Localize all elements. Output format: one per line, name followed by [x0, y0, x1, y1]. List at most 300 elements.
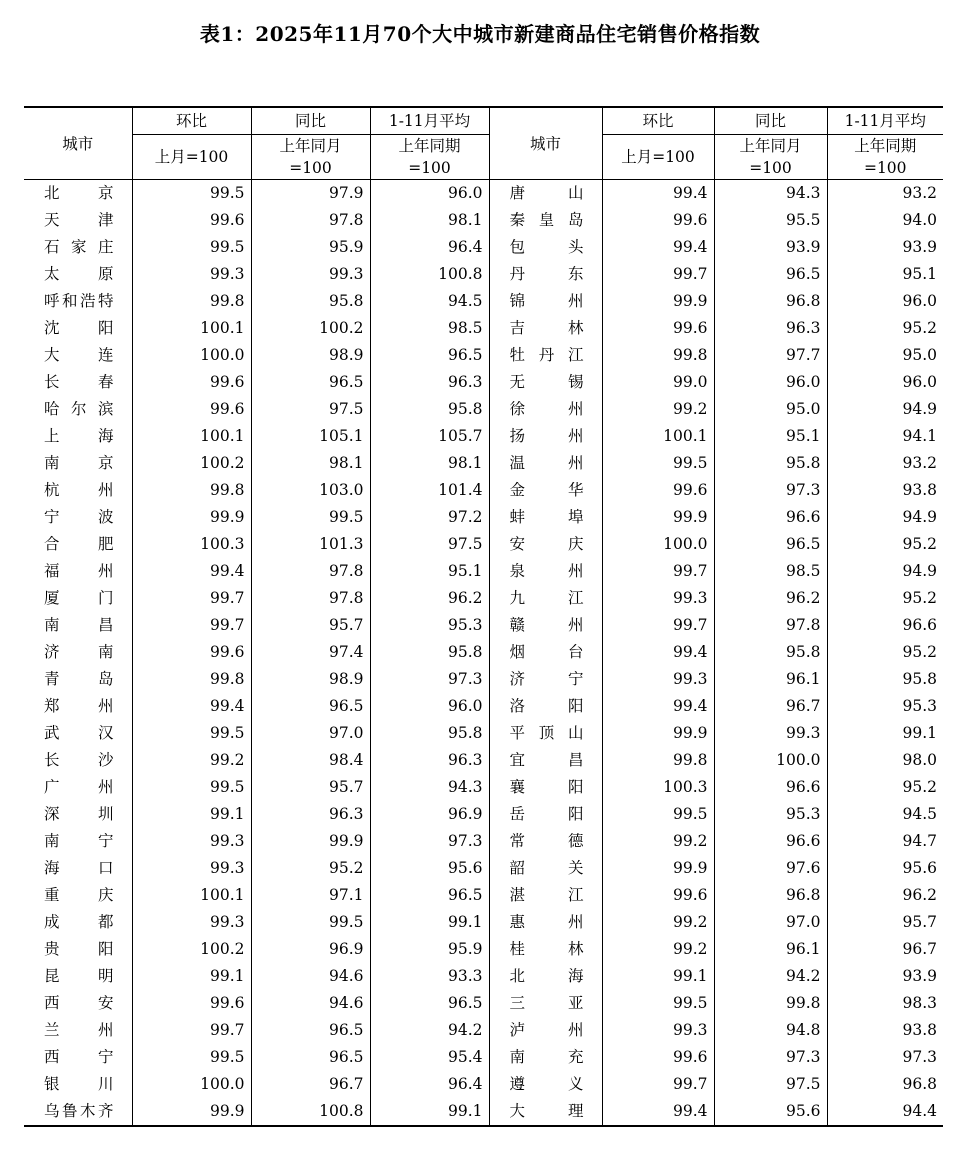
table-row	[24, 531, 943, 558]
yoy-cell: 96.5	[251, 1017, 370, 1044]
avg-cell: 96.4	[370, 1071, 489, 1098]
yoy-cell: 95.5	[714, 207, 827, 234]
avg-cell: 94.5	[827, 801, 943, 828]
avg-base-line1: 上年同期	[854, 137, 917, 155]
table-row	[24, 558, 943, 585]
yoy-cell: 95.6	[714, 1098, 827, 1126]
city-cell: 成都	[44, 913, 114, 931]
avg-cell: 93.8	[827, 477, 943, 504]
yoy-cell: 96.0	[714, 369, 827, 396]
avg-cell: 95.3	[827, 693, 943, 720]
avg-cell: 95.3	[370, 612, 489, 639]
mom-cell: 100.0	[602, 531, 714, 558]
mom-cell: 99.7	[132, 1017, 251, 1044]
yoy-base-line2: =100	[289, 159, 332, 177]
avg-group-header: 1-11月平均	[827, 107, 943, 135]
avg-cell: 96.8	[827, 1071, 943, 1098]
avg-cell: 98.1	[370, 207, 489, 234]
yoy-cell: 97.0	[251, 720, 370, 747]
yoy-base-line1: 上年同月	[279, 137, 342, 155]
avg-cell: 93.8	[827, 1017, 943, 1044]
yoy-cell: 100.0	[714, 747, 827, 774]
avg-cell: 95.0	[827, 342, 943, 369]
mom-cell: 99.6	[132, 639, 251, 666]
mom-cell: 99.6	[602, 1044, 714, 1071]
city-cell: 锦州	[489, 288, 602, 315]
mom-cell: 99.3	[602, 1017, 714, 1044]
mom-cell: 99.7	[602, 1071, 714, 1098]
city-cell: 海口	[44, 859, 114, 877]
city-cell: 青岛	[44, 670, 114, 688]
yoy-cell: 99.5	[251, 504, 370, 531]
yoy-cell: 103.0	[251, 477, 370, 504]
avg-cell: 96.0	[370, 693, 489, 720]
avg-cell: 95.7	[827, 909, 943, 936]
table-row	[24, 369, 943, 396]
city-cell: 金华	[489, 477, 602, 504]
avg-cell: 99.1	[827, 720, 943, 747]
mom-cell: 99.6	[132, 207, 251, 234]
table-row	[24, 693, 943, 720]
mom-cell: 99.4	[602, 180, 714, 208]
avg-base-line1: 上年同期	[398, 137, 461, 155]
yoy-cell: 101.3	[251, 531, 370, 558]
avg-cell: 99.1	[370, 909, 489, 936]
avg-cell: 96.5	[370, 342, 489, 369]
city-cell: 秦皇岛	[489, 207, 602, 234]
avg-cell: 95.2	[827, 774, 943, 801]
yoy-cell: 99.9	[251, 828, 370, 855]
city-cell: 唐山	[489, 180, 602, 208]
mom-cell: 99.5	[602, 450, 714, 477]
mom-cell: 99.9	[602, 504, 714, 531]
yoy-cell: 99.5	[251, 909, 370, 936]
price-index-table	[24, 106, 943, 1127]
mom-cell: 99.8	[132, 477, 251, 504]
mom-cell: 99.4	[132, 558, 251, 585]
table-row	[24, 450, 943, 477]
avg-cell: 93.9	[827, 963, 943, 990]
mom-base-header: 上月=100	[132, 135, 251, 180]
yoy-cell: 99.8	[714, 990, 827, 1017]
city-cell: 包头	[489, 234, 602, 261]
mom-cell: 99.6	[602, 477, 714, 504]
yoy-cell: 97.9	[251, 180, 370, 208]
avg-cell: 96.3	[370, 747, 489, 774]
city-cell: 安庆	[489, 531, 602, 558]
city-cell: 扬州	[489, 423, 602, 450]
city-cell: 徐州	[489, 396, 602, 423]
city-cell: 郑州	[44, 697, 114, 715]
table-row	[24, 477, 943, 504]
avg-cell: 96.0	[827, 369, 943, 396]
city-cell: 济宁	[489, 666, 602, 693]
avg-cell: 100.8	[370, 261, 489, 288]
yoy-cell: 96.6	[714, 504, 827, 531]
city-cell: 吉林	[489, 315, 602, 342]
avg-cell: 94.4	[827, 1098, 943, 1126]
avg-cell: 94.3	[370, 774, 489, 801]
city-cell: 牡丹江	[489, 342, 602, 369]
table-row	[24, 936, 943, 963]
table-row	[24, 261, 943, 288]
mom-cell: 99.4	[132, 693, 251, 720]
city-cell: 沈阳	[44, 319, 114, 337]
mom-cell: 100.2	[132, 936, 251, 963]
yoy-cell: 98.1	[251, 450, 370, 477]
yoy-cell: 95.9	[251, 234, 370, 261]
yoy-cell: 96.5	[714, 261, 827, 288]
yoy-cell: 96.5	[251, 693, 370, 720]
yoy-cell: 97.3	[714, 1044, 827, 1071]
table-title: 表1：2025年11月70个大中城市新建商品住宅销售价格指数	[199, 22, 761, 46]
avg-base-line2: =100	[408, 159, 451, 177]
yoy-cell: 97.8	[251, 585, 370, 612]
mom-cell: 99.2	[602, 828, 714, 855]
yoy-cell: 96.8	[714, 882, 827, 909]
mom-cell: 99.6	[132, 990, 251, 1017]
mom-cell: 99.8	[602, 342, 714, 369]
mom-cell: 99.5	[132, 234, 251, 261]
avg-cell: 95.2	[827, 585, 943, 612]
city-cell: 上海	[44, 427, 114, 445]
mom-cell: 99.9	[132, 1098, 251, 1126]
city-cell: 泸州	[489, 1017, 602, 1044]
avg-cell: 105.7	[370, 423, 489, 450]
city-cell: 南京	[44, 454, 114, 472]
avg-cell: 97.3	[370, 666, 489, 693]
city-cell: 贵阳	[44, 940, 114, 958]
city-cell: 襄阳	[489, 774, 602, 801]
yoy-cell: 96.8	[714, 288, 827, 315]
city-cell: 宁波	[44, 508, 114, 526]
city-cell: 三亚	[489, 990, 602, 1017]
yoy-cell: 97.0	[714, 909, 827, 936]
yoy-cell: 95.2	[251, 855, 370, 882]
mom-cell: 99.1	[132, 963, 251, 990]
avg-cell: 96.6	[827, 612, 943, 639]
yoy-base-line1: 上年同月	[739, 137, 802, 155]
city-cell: 北京	[44, 184, 114, 202]
city-cell: 蚌埠	[489, 504, 602, 531]
yoy-cell: 97.6	[714, 855, 827, 882]
avg-base-header	[370, 135, 489, 180]
avg-cell: 93.3	[370, 963, 489, 990]
city-cell: 深圳	[44, 805, 114, 823]
mom-cell: 99.6	[132, 396, 251, 423]
avg-cell: 95.8	[370, 639, 489, 666]
mom-cell: 99.2	[602, 909, 714, 936]
mom-cell: 99.5	[132, 774, 251, 801]
avg-cell: 94.0	[827, 207, 943, 234]
mom-cell: 99.3	[132, 828, 251, 855]
mom-cell: 99.2	[602, 936, 714, 963]
yoy-cell: 96.1	[714, 666, 827, 693]
avg-cell: 94.9	[827, 504, 943, 531]
city-header: 城市	[489, 107, 602, 180]
mom-cell: 99.4	[602, 639, 714, 666]
avg-cell: 99.1	[370, 1098, 489, 1126]
yoy-cell: 95.8	[251, 288, 370, 315]
table-row	[24, 423, 943, 450]
yoy-cell: 96.7	[251, 1071, 370, 1098]
city-cell: 常德	[489, 828, 602, 855]
mom-cell: 99.6	[602, 207, 714, 234]
yoy-cell: 96.7	[714, 693, 827, 720]
yoy-cell: 99.3	[251, 261, 370, 288]
mom-cell: 100.3	[132, 531, 251, 558]
city-header: 城市	[24, 107, 132, 180]
yoy-cell: 96.2	[714, 585, 827, 612]
yoy-base-header	[251, 135, 370, 180]
table-row	[24, 720, 943, 747]
mom-base-header: 上月=100	[602, 135, 714, 180]
city-cell: 重庆	[44, 886, 114, 904]
mom-cell: 99.1	[602, 963, 714, 990]
city-cell: 广州	[44, 778, 114, 796]
yoy-cell: 98.4	[251, 747, 370, 774]
table-row	[24, 396, 943, 423]
mom-cell: 100.1	[602, 423, 714, 450]
yoy-cell: 94.6	[251, 990, 370, 1017]
table-row	[24, 747, 943, 774]
table-row	[24, 612, 943, 639]
avg-cell: 96.2	[827, 882, 943, 909]
city-cell: 长沙	[44, 751, 114, 769]
mom-cell: 99.9	[132, 504, 251, 531]
avg-cell: 96.7	[827, 936, 943, 963]
yoy-cell: 98.5	[714, 558, 827, 585]
city-cell: 赣州	[489, 612, 602, 639]
yoy-cell: 97.1	[251, 882, 370, 909]
mom-cell: 99.5	[132, 720, 251, 747]
yoy-cell: 95.7	[251, 774, 370, 801]
yoy-cell: 97.8	[714, 612, 827, 639]
city-cell: 武汉	[44, 724, 114, 742]
city-cell: 平顶山	[489, 720, 602, 747]
city-cell: 乌鲁木齐	[24, 1098, 132, 1126]
yoy-cell: 94.2	[714, 963, 827, 990]
mom-cell: 100.2	[132, 450, 251, 477]
yoy-cell: 96.3	[251, 801, 370, 828]
yoy-cell: 94.8	[714, 1017, 827, 1044]
mom-cell: 99.7	[132, 585, 251, 612]
mom-cell: 99.5	[602, 801, 714, 828]
city-cell: 南充	[489, 1044, 602, 1071]
city-cell: 韶关	[489, 855, 602, 882]
avg-cell: 98.3	[827, 990, 943, 1017]
mom-cell: 99.5	[132, 180, 251, 208]
yoy-cell: 96.6	[714, 774, 827, 801]
city-cell: 九江	[489, 585, 602, 612]
yoy-cell: 96.9	[251, 936, 370, 963]
yoy-cell: 95.3	[714, 801, 827, 828]
avg-cell: 96.0	[827, 288, 943, 315]
table-row	[24, 882, 943, 909]
city-cell: 惠州	[489, 909, 602, 936]
avg-cell: 101.4	[370, 477, 489, 504]
yoy-cell: 97.7	[714, 342, 827, 369]
mom-cell: 99.5	[132, 1044, 251, 1071]
mom-cell: 99.9	[602, 720, 714, 747]
table-row	[24, 288, 943, 315]
city-cell: 温州	[489, 450, 602, 477]
avg-cell: 95.2	[827, 531, 943, 558]
yoy-base-header	[714, 135, 827, 180]
yoy-cell: 96.5	[251, 1044, 370, 1071]
city-cell: 长春	[44, 373, 114, 391]
city-cell: 杭州	[44, 481, 114, 499]
city-cell: 大连	[44, 346, 114, 364]
table-header	[24, 107, 943, 180]
city-cell: 银川	[44, 1075, 114, 1093]
city-cell: 合肥	[44, 535, 114, 553]
city-cell: 岳阳	[489, 801, 602, 828]
mom-cell: 99.8	[602, 747, 714, 774]
yoy-group-header: 同比	[251, 107, 370, 135]
mom-cell: 99.3	[602, 585, 714, 612]
yoy-cell: 99.3	[714, 720, 827, 747]
avg-cell: 94.7	[827, 828, 943, 855]
avg-cell: 96.5	[370, 882, 489, 909]
city-cell: 泉州	[489, 558, 602, 585]
mom-cell: 100.1	[132, 882, 251, 909]
mom-cell: 99.3	[132, 909, 251, 936]
yoy-cell: 100.2	[251, 315, 370, 342]
avg-cell: 94.5	[370, 288, 489, 315]
city-cell: 宜昌	[489, 747, 602, 774]
table-row	[24, 234, 943, 261]
city-cell: 西宁	[44, 1048, 114, 1066]
avg-cell: 97.5	[370, 531, 489, 558]
avg-cell: 96.0	[370, 180, 489, 208]
yoy-cell: 97.5	[714, 1071, 827, 1098]
yoy-cell: 94.3	[714, 180, 827, 208]
avg-cell: 95.1	[370, 558, 489, 585]
mom-cell: 100.3	[602, 774, 714, 801]
yoy-cell: 98.9	[251, 342, 370, 369]
table-row	[24, 639, 943, 666]
avg-cell: 98.0	[827, 747, 943, 774]
avg-cell: 95.2	[827, 639, 943, 666]
city-cell: 遵义	[489, 1071, 602, 1098]
yoy-cell: 97.4	[251, 639, 370, 666]
yoy-cell: 100.8	[251, 1098, 370, 1126]
yoy-cell: 94.6	[251, 963, 370, 990]
mom-cell: 99.8	[132, 666, 251, 693]
table-row	[24, 801, 943, 828]
city-cell: 无锡	[489, 369, 602, 396]
table-row	[24, 1098, 943, 1126]
table-row	[24, 990, 943, 1017]
table-body	[24, 180, 943, 1127]
yoy-cell: 95.0	[714, 396, 827, 423]
table-row	[24, 1044, 943, 1071]
mom-cell: 99.3	[602, 666, 714, 693]
mom-cell: 99.3	[132, 855, 251, 882]
mom-cell: 99.7	[602, 261, 714, 288]
table-row	[24, 1017, 943, 1044]
mom-cell: 99.2	[602, 396, 714, 423]
city-cell: 太原	[44, 265, 114, 283]
avg-cell: 94.9	[827, 558, 943, 585]
city-cell: 哈尔滨	[44, 400, 114, 418]
mom-group-header: 环比	[132, 107, 251, 135]
table-row	[24, 207, 943, 234]
table-row	[24, 909, 943, 936]
city-cell: 湛江	[489, 882, 602, 909]
avg-cell: 95.9	[370, 936, 489, 963]
avg-cell: 95.8	[827, 666, 943, 693]
mom-cell: 99.9	[602, 288, 714, 315]
city-cell: 福州	[44, 562, 114, 580]
table-row	[24, 774, 943, 801]
yoy-cell: 95.8	[714, 450, 827, 477]
yoy-cell: 95.1	[714, 423, 827, 450]
avg-cell: 98.1	[370, 450, 489, 477]
mom-group-header: 环比	[602, 107, 714, 135]
city-cell: 丹东	[489, 261, 602, 288]
avg-base-header	[827, 135, 943, 180]
avg-cell: 93.9	[827, 234, 943, 261]
avg-cell: 95.6	[370, 855, 489, 882]
mom-cell: 99.3	[132, 261, 251, 288]
avg-cell: 95.8	[370, 720, 489, 747]
yoy-group-header: 同比	[714, 107, 827, 135]
city-cell: 北海	[489, 963, 602, 990]
avg-cell: 96.2	[370, 585, 489, 612]
city-cell: 天津	[44, 211, 114, 229]
yoy-cell: 97.8	[251, 207, 370, 234]
yoy-cell: 96.3	[714, 315, 827, 342]
table-row	[24, 1071, 943, 1098]
mom-cell: 99.1	[132, 801, 251, 828]
mom-cell: 100.0	[132, 342, 251, 369]
mom-cell: 99.0	[602, 369, 714, 396]
yoy-cell: 96.5	[714, 531, 827, 558]
mom-cell: 99.7	[602, 558, 714, 585]
city-cell: 大理	[489, 1098, 602, 1126]
yoy-cell: 97.3	[714, 477, 827, 504]
table-row	[24, 963, 943, 990]
avg-cell: 97.3	[370, 828, 489, 855]
mom-cell: 99.5	[602, 990, 714, 1017]
mom-cell: 99.4	[602, 1098, 714, 1126]
yoy-cell: 95.8	[714, 639, 827, 666]
yoy-base-line2: =100	[749, 159, 792, 177]
avg-cell: 93.2	[827, 450, 943, 477]
city-cell: 洛阳	[489, 693, 602, 720]
avg-cell: 96.3	[370, 369, 489, 396]
mom-cell: 100.1	[132, 315, 251, 342]
city-cell: 济南	[44, 643, 114, 661]
avg-cell: 96.5	[370, 990, 489, 1017]
city-cell: 呼和浩特	[44, 292, 114, 310]
yoy-cell: 93.9	[714, 234, 827, 261]
city-cell: 兰州	[44, 1021, 114, 1039]
avg-cell: 95.4	[370, 1044, 489, 1071]
mom-cell: 99.9	[602, 855, 714, 882]
avg-cell: 96.4	[370, 234, 489, 261]
yoy-cell: 98.9	[251, 666, 370, 693]
yoy-cell: 96.1	[714, 936, 827, 963]
avg-cell: 95.1	[827, 261, 943, 288]
avg-cell: 96.9	[370, 801, 489, 828]
avg-cell: 94.1	[827, 423, 943, 450]
avg-cell: 97.3	[827, 1044, 943, 1071]
table-row	[24, 504, 943, 531]
avg-cell: 98.5	[370, 315, 489, 342]
